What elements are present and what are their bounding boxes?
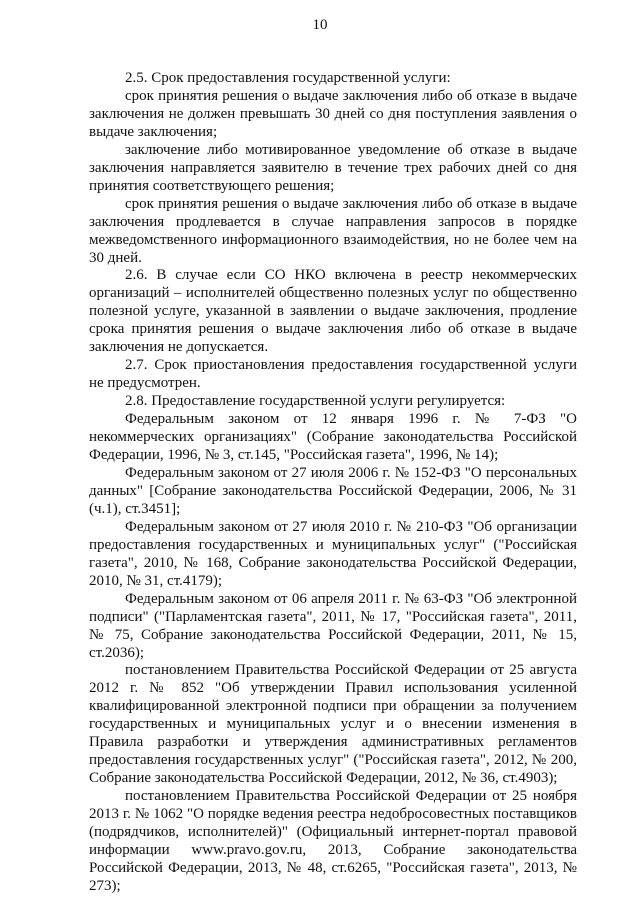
section-2-6: 2.6. В случае если СО НКО включена в реестр некоммерческих организаций – исполнителей общественно полезных услуг по общественно полезной услуге, указанной в заявлении о выдаче заключения, продление срока принятия решения о выдаче заключения либо об отказе в выдаче заключения не допускается.	[89, 267, 577, 356]
resolution-item-1062: постановлением Правительства Российской Федерации от 25 ноября 2013 г. № 1062 "О порядке ведения реестра недобросовестных поставщиков (подрядчиков, исполнителей)" (Официальный интернет-портал правовой информации www.pravo.gov.ru, 2013, Собрание законодательства Российской Федерации, 2013, № 48, ст.6265, "Российская газета", 2013, № 273);	[89, 788, 577, 894]
document-body	[89, 70, 577, 896]
paragraph-notification-term: заключение либо мотивированное уведомление об отказе в выдаче заключения направляется заявителю в течение трех рабочих дней со дня принятия соответствующего решения;	[89, 141, 577, 194]
page-number: 10	[312, 17, 328, 33]
resolution-item-852: постановлением Правительства Российской Федерации от 25 августа 2012 г. № 852 "Об утверждении Правил использования усиленной квалифицированной электронной подписи при обращении за получением государственных и муниципальных услуг и о внесении изменения в Правила разработки и утверждения административных регламентов предоставления государственных услуг" ("Российская газета", 2012, № 200, Собрание законодательства Российской Федерации, 2012, № 36, ст.4903);	[89, 662, 577, 787]
section-2-7: 2.7. Срок приостановления предоставления государственной услуги не предусмотрен.	[89, 357, 577, 392]
law-item-210-fz: Федеральным законом от 27 июля 2010 г. № 210-ФЗ "Об организации предоставления государственных и муниципальных услуг" ("Российская газета", 2010, № 168, Собрание законодательства Российской Федерации, 2010, № 31, ст.4179);	[89, 518, 577, 589]
law-item-152-fz: Федеральным законом от 27 июля 2006 г. № 152-ФЗ "О персональных данных" [Собрание законодательства Российской Федерации, 2006, № 31 (ч.1), ст.3451];	[89, 464, 577, 517]
paragraph-term-extension: срок принятия решения о выдаче заключения либо об отказе в выдаче заключения продлевается в случае направления запросов в порядке межведомственного информационного взаимодействия, но не более чем на 30 дней.	[89, 195, 577, 266]
paragraph-decision-term: срок принятия решения о выдаче заключения либо об отказе в выдаче заключения не должен превышать 30 дней со дня поступления заявления о выдаче заключения;	[89, 87, 577, 140]
law-item-63-fz: Федеральным законом от 06 апреля 2011 г. № 63-ФЗ "Об электронной подписи" ("Парламентская газета", 2011, № 17, "Российская газета", 2011, № 75, Собрание законодательства Российской Федерации, 2011, № 15, ст.2036);	[89, 590, 577, 661]
section-2-8-heading: 2.8. Предоставление государственной услуги регулируется:	[125, 393, 506, 410]
section-2-5-heading: 2.5. Срок предоставления государственной услуги:	[125, 70, 451, 86]
law-item-7-fz: Федеральным законом от 12 января 1996 г. № 7-ФЗ "О некоммерческих организациях" (Собрание законодательства Российской Федерации, 1996, № 3, ст.145, "Российская газета", 1996, № 14);	[89, 411, 577, 464]
